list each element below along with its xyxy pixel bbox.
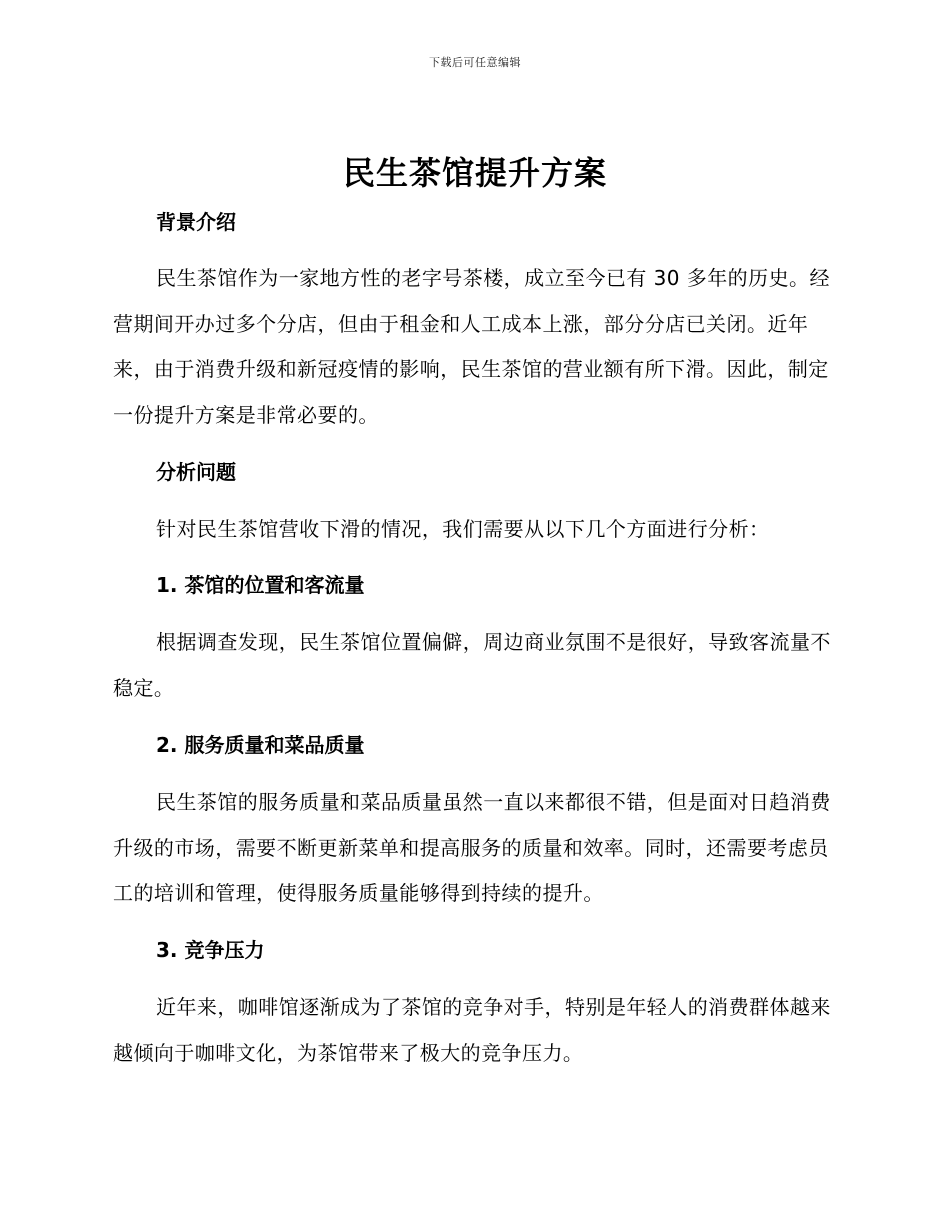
paragraph-background: 民生茶馆作为一家地方性的老字号茶楼，成立至今已有 30 多年的历史。经营期间开办过多个分店，但由于租金和人工成本上涨，部分分店已关闭。近年来，由于消费升级和新冠疫情的影响，民生茶馆的营业额有所下滑。因此，制定一份提升方案是非常必要的。: [113, 266, 830, 427]
point-heading-quality: 2. 服务质量和菜品质量: [156, 733, 365, 757]
paragraph-competition: 近年来，咖啡馆逐渐成为了茶馆的竞争对手，特别是年轻人的消费群体越来越倾向于咖啡文化，为茶馆带来了极大的竞争压力。: [113, 995, 831, 1065]
point-heading-location: 1. 茶馆的位置和客流量: [156, 573, 365, 597]
section-heading-background: 背景介绍: [156, 210, 236, 234]
document-title: 民生茶馆提升方案: [342, 154, 607, 192]
paragraph-analysis-intro: 针对民生茶馆营收下滑的情况，我们需要从以下几个方面进行分析：: [156, 517, 770, 541]
header-note: 下载后可任意编辑: [429, 56, 521, 69]
section-heading-analysis: 分析问题: [156, 460, 236, 484]
paragraph-quality: 民生茶馆的服务质量和菜品质量虽然一直以来都很不错，但是面对日趋消费升级的市场，需要不断更新菜单和提高服务的质量和效率。同时，还需要考虑员工的培训和管理，使得服务质量能够得到持续的提升。: [113, 790, 831, 905]
point-heading-competition: 3. 竞争压力: [156, 938, 265, 962]
paragraph-location: 根据调查发现，民生茶馆位置偏僻，周边商业氛围不是很好，导致客流量不稳定。: [113, 630, 831, 700]
